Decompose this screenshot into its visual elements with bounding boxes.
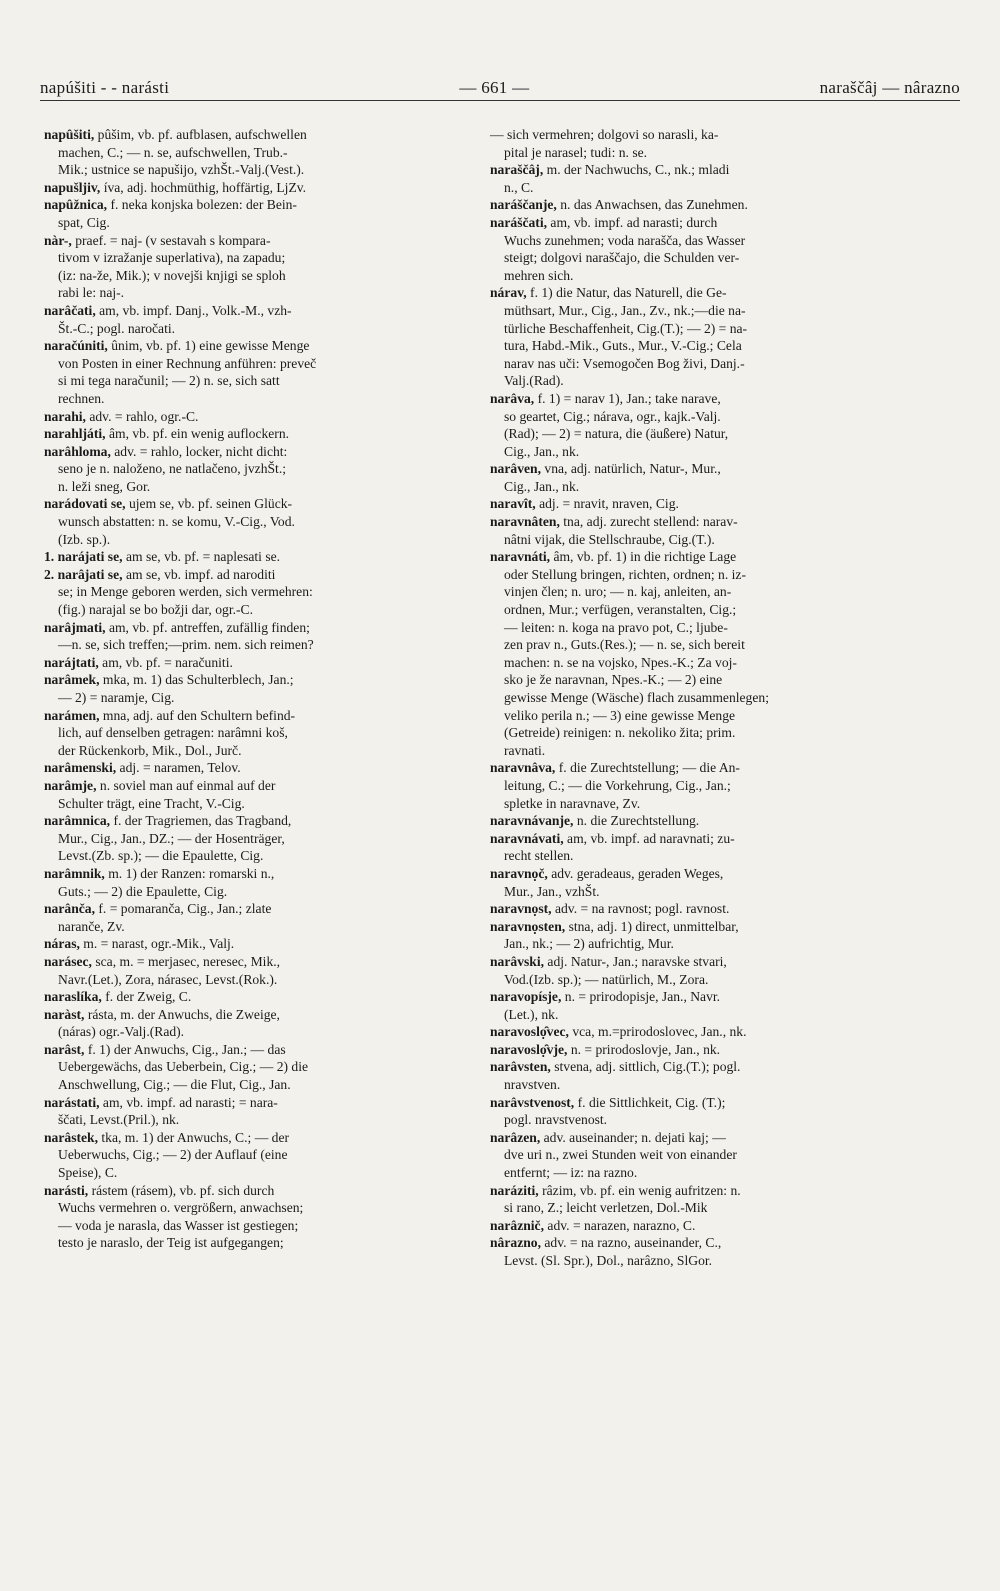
entry-headword: naravnávati, <box>490 830 564 846</box>
dictionary-entry <box>490 1234 925 1269</box>
dictionary-entry <box>44 671 479 706</box>
entry-headword: narahljáti, <box>44 426 106 442</box>
dictionary-entry <box>44 988 479 1006</box>
dictionary-entry <box>44 1094 479 1129</box>
entry-text: am, vb. impf. ad naravnati; zu- <box>567 830 735 846</box>
entry-continuation-line: Mur., Cig., Jan., DZ.; — der Hosenträger, <box>58 830 285 846</box>
dictionary-entry <box>490 1182 925 1217</box>
entry-text: sca, m. = merjasec, neresec, Mik., <box>95 953 281 969</box>
dictionary-entry <box>490 390 925 460</box>
entry-text: stvena, adj. sittlich, Cig.(T.); pogl. <box>554 1059 741 1075</box>
dictionary-entry <box>490 126 925 161</box>
dictionary-entry <box>44 495 479 548</box>
entry-text: mka, m. 1) das Schulterblech, Jan.; <box>102 672 294 688</box>
entry-headword: napûšiti, <box>44 127 95 142</box>
dictionary-entry <box>44 232 479 302</box>
entry-headword: naravopísje, <box>490 989 562 1005</box>
entry-continuation-line: rechnen. <box>58 390 105 406</box>
entry-continuation-line: — leiten: n. koga na pravo pot, C.; ljube- <box>504 619 728 635</box>
dictionary-entry <box>490 1041 925 1059</box>
entry-continuation-line: naranče, Zv. <box>58 918 125 934</box>
entry-text: adv. = na ravnost; pogl. ravnost. <box>554 901 730 917</box>
dictionary-entry <box>44 759 479 777</box>
dictionary-entry <box>490 1217 925 1235</box>
entry-headword: naravnáti, <box>490 549 551 565</box>
entry-headword: naravnávanje, <box>490 813 574 829</box>
entry-text: râzim, vb. pf. ein wenig aufritzen: n. <box>542 1182 741 1198</box>
entry-headword: narámen, <box>44 707 100 723</box>
entry-continuation-line: seno je n. naloženo, ne natlačeno, jvzhŠt.; <box>58 461 287 477</box>
entry-headword: nàr-, <box>44 232 72 248</box>
entry-text: n. die Zurechtstellung. <box>576 813 700 829</box>
dictionary-entry <box>490 513 925 548</box>
entry-continuation-line: vinjen člen; n. uro; — n. kaj, anleiten, an- <box>504 584 732 600</box>
entry-continuation-line: Schulter trägt, eine Tracht, V.-Cig. <box>58 795 245 811</box>
entry-continuation-line: Levst.(Zb. sp.); — die Epaulette, Cig. <box>58 848 264 864</box>
entry-headword: narâčati, <box>44 302 96 318</box>
entry-headword: naravnọč, <box>490 865 548 881</box>
entry-text: ujem se, vb. pf. seinen Glück- <box>128 496 293 512</box>
entry-continuation-line: n., C. <box>504 179 534 195</box>
dictionary-entry <box>44 443 479 496</box>
page-number: — 661 — <box>459 78 530 97</box>
entry-continuation-line: recht stellen. <box>504 848 574 864</box>
entry-headword: naravoslọ̑vec, <box>490 1024 569 1040</box>
entry-continuation-line: dve uri n., zwei Stunden weit von einander <box>504 1147 737 1163</box>
entry-text: am, vb. impf. ad narasti; = nara- <box>102 1094 278 1110</box>
entry-headword: narájtati, <box>44 654 99 670</box>
entry-text: n. soviel man auf einmal auf der <box>99 777 276 793</box>
entry-continuation-line: Ueberwuchs, Cig.; — 2) der Auflauf (eine <box>58 1147 288 1163</box>
entry-continuation-line: Wuchs vermehren o. vergrößern, anwachsen; <box>58 1200 304 1216</box>
entry-headword: narâven, <box>490 461 541 477</box>
entry-continuation-line: (Getreide) reinigen: n. nekoliko žita; prim. <box>504 725 736 741</box>
entry-continuation-line: Cig., Jan., nk. <box>504 478 580 494</box>
entry-continuation-line: zen prav n., Guts.(Res.); — n. se, sich bereit <box>504 637 745 653</box>
entry-continuation-line: tura, Habd.-Mik., Guts., Mur., V.-Cig.; Cela <box>504 338 742 354</box>
header-rule <box>40 100 960 101</box>
entry-continuation-line: —n. se, sich treffen;—prim. nem. sich reimen? <box>58 637 314 653</box>
dictionary-entry <box>490 196 925 214</box>
entry-continuation-line: Levst. (Sl. Spr.), Dol., narâzno, SlGor. <box>504 1253 713 1268</box>
entry-continuation-line: von Posten in einer Rechnung anführen: preveč <box>58 355 317 371</box>
entry-continuation-line: pogl. nravstvenost. <box>504 1112 608 1128</box>
entry-headword: 1. narájati se, <box>44 549 123 565</box>
header-right-guide: naraščâj — nârazno <box>819 78 960 97</box>
entry-continuation-line: (iz: na-že, Mik.); v novejši knjigi se sploh <box>58 267 286 283</box>
entry-continuation-line: spat, Cig. <box>58 214 110 230</box>
entry-text: adv. = rahlo, ogr.-C. <box>89 408 199 424</box>
entry-headword: narásti, <box>44 1182 89 1198</box>
entry-text: n. das Anwachsen, das Zunehmen. <box>560 197 748 213</box>
dictionary-entry <box>44 337 479 407</box>
dictionary-entry <box>490 460 925 495</box>
entry-continuation-line: tivom v izražanje superlativa), na zapadu; <box>58 250 286 266</box>
entry-headword: naravnọsten, <box>490 918 566 934</box>
entry-continuation-line: se; in Menge geboren werden, sich vermehren: <box>58 584 313 600</box>
entry-text: f. 1) die Natur, das Naturell, die Ge- <box>530 285 727 301</box>
entry-continuation-line: si rano, Z.; leicht verletzen, Dol.-Mik <box>504 1200 708 1216</box>
entry-continuation-line: müthsart, Mur., Cig., Jan., Zv., nk.;—die na- <box>504 302 746 318</box>
entry-continuation-line: Anschwellung, Cig.; — die Flut, Cig., Jan. <box>58 1077 291 1093</box>
entry-continuation-line: Valj.(Rad). <box>504 373 564 389</box>
entry-text: am, vb. impf. Danj., Volk.-M., vzh- <box>99 302 292 318</box>
entry-continuation-line: machen: n. se na vojsko, Npes.-K.; Za voj- <box>504 654 737 670</box>
entry-text: n. = prirodoslovje, Jan., nk. <box>570 1041 721 1057</box>
entry-text: pûšim, vb. pf. aufblasen, aufschwellen <box>97 127 307 142</box>
entry-headword: narâhloma, <box>44 443 111 459</box>
entry-continuation-line: si mi tega naračunil; — 2) n. se, sich satt <box>58 373 280 389</box>
dictionary-entry <box>44 619 479 654</box>
entry-continuation-line: entfernt; — iz: na razno. <box>504 1165 638 1181</box>
entry-continuation-line: narav nas uči: Vsemogočen Bog živi, Danj.- <box>504 355 745 371</box>
entry-text: praef. = naj- (v sestavah s kompara- <box>75 232 271 248</box>
entry-text: m. 1) der Ranzen: romarski n., <box>108 865 275 881</box>
entry-headword: naraslíka, <box>44 989 102 1005</box>
dictionary-entry <box>490 865 925 900</box>
entry-text: am, vb. pf. = naračuniti. <box>102 654 233 670</box>
entry-headword: narâmek, <box>44 672 100 688</box>
entry-continuation-line: Guts.; — 2) die Epaulette, Cig. <box>58 883 228 899</box>
entry-text: am, vb. pf. antreffen, zufällig finden; <box>108 619 310 635</box>
dictionary-entry <box>44 812 479 865</box>
entry-text: mna, adj. auf den Schultern befind- <box>102 707 296 723</box>
entry-headword: narádovati se, <box>44 496 126 512</box>
entry-text: f. 1) = narav 1), Jan.; take narave, <box>537 390 721 406</box>
entry-continuation-line: pital je narasel; tudi: n. se. <box>504 144 648 160</box>
entry-text: am, vb. impf. ad narasti; durch <box>550 214 718 230</box>
dictionary-entry <box>44 654 479 672</box>
entry-headword: narâvski, <box>490 953 545 969</box>
entry-continuation-line: oder Stellung bringen, richten, ordnen; n. iz- <box>504 566 746 582</box>
dictionary-entry <box>490 495 925 513</box>
dictionary-entry <box>44 935 479 953</box>
entry-headword: naràst, <box>44 1006 85 1022</box>
entry-text: tna, adj. zurecht stellend: narav- <box>563 514 738 530</box>
dictionary-entry <box>490 1129 925 1182</box>
entry-headword: naravnâva, <box>490 760 556 776</box>
entry-continuation-line: Uebergewächs, das Ueberbein, Cig.; — 2) die <box>58 1059 309 1075</box>
entry-continuation-line: steigt; dolgovi naraščajo, die Schulden ver- <box>504 250 740 266</box>
entry-text: m. = narast, ogr.-Mik., Valj. <box>83 936 235 952</box>
entry-continuation-line: Cig., Jan., nk. <box>504 443 580 459</box>
entry-continuation-line: — 2) = naramje, Cig. <box>58 690 175 705</box>
dictionary-entry <box>490 900 925 918</box>
entry-continuation-line: Št.-C.; pogl. naročati. <box>58 320 176 336</box>
entry-text: m. der Nachwuchs, C., nk.; mladi <box>546 162 730 178</box>
right-column <box>490 126 925 1270</box>
entry-continuation-line: sko je že naravnan, Npes.-K.; — 2) eine <box>504 672 723 688</box>
entry-text: adv. geradeaus, geraden Weges, <box>551 865 724 881</box>
entry-text: adj. = nravit, nraven, Cig. <box>539 496 679 512</box>
dictionary-entry <box>44 1129 479 1182</box>
entry-continuation-line: testo je naraslo, der Teig ist aufgegangen; <box>58 1235 284 1251</box>
entry-headword: narâmenski, <box>44 760 117 776</box>
entry-text: adv. = rahlo, locker, nicht dicht: <box>114 443 288 459</box>
entry-text: adv. auseinander; n. dejati kaj; — <box>543 1129 726 1145</box>
entry-headword: naravnọst, <box>490 901 552 917</box>
entry-text: f. die Zurechtstellung; — die An- <box>558 760 740 776</box>
entry-text: — sich vermehren; dolgovi so narasli, ka- <box>490 127 719 142</box>
dictionary-entry <box>44 302 479 337</box>
dictionary-entry <box>44 425 479 443</box>
entry-headword: narâmje, <box>44 777 97 793</box>
dictionary-entry <box>490 1058 925 1093</box>
entry-headword: napûžnica, <box>44 197 108 213</box>
entry-text: f. = pomaranča, Cig., Jan.; zlate <box>98 901 272 917</box>
dictionary-entry <box>44 900 479 935</box>
entry-continuation-line: nravstven. <box>504 1077 561 1093</box>
entry-headword: naravoslọ̑vje, <box>490 1041 568 1057</box>
entry-headword: narâvsten, <box>490 1059 551 1075</box>
entry-continuation-line: (Let.), nk. <box>504 1006 559 1022</box>
entry-headword: narástati, <box>44 1094 100 1110</box>
dictionary-entry <box>490 284 925 390</box>
entry-headword: naravît, <box>490 496 536 512</box>
entry-continuation-line: wunsch abstatten: n. se komu, V.-Cig., Vod. <box>58 514 295 530</box>
entry-headword: narâmnica, <box>44 813 111 829</box>
entry-continuation-line: machen, C.; — n. se, aufschwellen, Trub.- <box>58 144 288 160</box>
dictionary-entry <box>44 408 479 426</box>
entry-text: vca, m.=prirodoslovec, Jan., nk. <box>572 1024 747 1040</box>
entry-text: rástem (rásem), vb. pf. sich durch <box>91 1182 275 1198</box>
running-header <box>40 68 960 98</box>
entry-headword: naráščati, <box>490 214 548 230</box>
entry-text: am se, vb. pf. = naplesati se. <box>125 549 281 565</box>
entry-continuation-line: Mik.; ustnice se napušijo, vzhŠt.-Valj.(Vest.). <box>58 162 305 178</box>
dictionary-entry <box>44 953 479 988</box>
entry-text: âm, vb. pf. 1) in die richtige Lage <box>553 549 737 565</box>
entry-headword: naraščâj, <box>490 162 544 178</box>
entry-text: tka, m. 1) der Anwuchs, C.; — der <box>101 1129 290 1145</box>
dictionary-entry <box>490 759 925 812</box>
dictionary-entry <box>44 1041 479 1094</box>
entry-text: adv. = na razno, auseinander, C., <box>544 1235 722 1251</box>
entry-text: n. = prirodopisje, Jan., Navr. <box>564 989 721 1005</box>
entry-text: f. der Zweig, C. <box>105 989 192 1005</box>
entry-text: íva, adj. hochmüthig, hoffärtig, LjZv. <box>103 179 307 195</box>
entry-headword: narânča, <box>44 901 95 917</box>
entry-continuation-line: Mur., Jan., vzhŠt. <box>504 883 600 899</box>
dictionary-entry <box>490 1023 925 1041</box>
entry-text: adj. Natur-, Jan.; naravske stvari, <box>547 953 727 969</box>
entry-continuation-line: der Rückenkorb, Mik., Dol., Jurč. <box>58 742 242 758</box>
dictionary-entry <box>44 179 479 197</box>
dictionary-entry <box>490 988 925 1023</box>
entry-text: f. neka konjska bolezen: der Bein- <box>110 197 297 213</box>
entry-text: adj. = naramen, Telov. <box>119 760 241 776</box>
entry-continuation-line: ordnen, Mur.; verfügen, veranstalten, Cig.; <box>504 602 737 618</box>
entry-continuation-line: Wuchs zunehmen; voda narašča, das Wasser <box>504 232 746 248</box>
entry-headword: narâznič, <box>490 1217 544 1233</box>
dictionary-entry <box>490 812 925 830</box>
dictionary-entry <box>490 214 925 284</box>
dictionary-entry <box>490 953 925 988</box>
entry-headword: naráziti, <box>490 1182 539 1198</box>
entry-headword: nârazno, <box>490 1235 541 1251</box>
entry-continuation-line: (náras) ogr.-Valj.(Rad). <box>58 1024 185 1040</box>
entry-continuation-line: Jan., nk.; — 2) aufrichtig, Mur. <box>504 936 674 952</box>
dictionary-entry <box>44 566 479 619</box>
dictionary-entry <box>44 196 479 231</box>
entry-headword: narâva, <box>490 390 535 406</box>
dictionary-entry <box>44 777 479 812</box>
entry-headword: naráščanje, <box>490 197 557 213</box>
dictionary-entry <box>44 865 479 900</box>
dictionary-entry <box>44 1006 479 1041</box>
dictionary-entry <box>44 707 479 760</box>
entry-text: adv. = narazen, narazno, C. <box>547 1217 696 1233</box>
entry-text: am se, vb. impf. ad naroditi <box>125 566 276 582</box>
entry-continuation-line: — voda je narasla, das Wasser ist gestiegen; <box>58 1217 299 1233</box>
entry-headword: 2. narâjati se, <box>44 566 123 582</box>
dictionary-entry <box>44 548 479 566</box>
entry-continuation-line: rabi le: naj-. <box>58 285 125 301</box>
entry-headword: náras, <box>44 936 80 952</box>
entry-text: ûnim, vb. pf. 1) eine gewisse Menge <box>111 338 310 354</box>
entry-headword: nárav, <box>490 285 527 301</box>
dictionary-entry <box>490 830 925 865</box>
entry-continuation-line: Speise), C. <box>58 1165 118 1181</box>
entry-continuation-line: spletke in naravnave, Zv. <box>504 795 641 811</box>
entry-headword: napušljiv, <box>44 179 101 195</box>
entry-continuation-line: (Izb. sp.). <box>58 531 111 547</box>
dictionary-entry <box>490 918 925 953</box>
entry-text: rásta, m. der Anwuchs, die Zweige, <box>87 1006 280 1022</box>
entry-continuation-line: ščati, Levst.(Pril.), nk. <box>58 1112 180 1128</box>
entry-text: f. 1) der Anwuchs, Cig., Jan.; — das <box>87 1041 286 1057</box>
dictionary-entry <box>490 1094 925 1129</box>
entry-continuation-line: (fig.) narajal se bo božji dar, ogr.-C. <box>58 602 253 618</box>
entry-headword: narahi, <box>44 408 86 424</box>
dictionary-entry <box>44 1182 479 1252</box>
entry-continuation-line: Navr.(Let.), Zora, nárasec, Levst.(Rok.). <box>58 971 278 987</box>
entry-continuation-line: ravnati. <box>504 742 546 758</box>
entry-text: stna, adj. 1) direct, unmittelbar, <box>568 918 739 934</box>
entry-headword: narâst, <box>44 1041 85 1057</box>
entry-continuation-line: so geartet, Cig.; nárava, ogr., kajk.-Valj. <box>504 408 721 424</box>
entry-continuation-line: n. leži sneg, Gor. <box>58 478 151 494</box>
dictionary-entry <box>490 161 925 196</box>
entry-headword: narásec, <box>44 953 92 969</box>
entry-headword: naravnâten, <box>490 514 560 530</box>
entry-headword: naračúniti, <box>44 338 108 354</box>
header-left-guide: napúšiti - - narásti <box>40 78 170 97</box>
entry-continuation-line: leitung, C.; — die Vorkehrung, Cig., Jan.; <box>504 777 731 793</box>
entry-text: f. die Sittlichkeit, Cig. (T.); <box>577 1094 726 1110</box>
entry-continuation-line: Vod.(Izb. sp.); — natürlich, M., Zora. <box>504 971 709 987</box>
left-column <box>44 126 479 1252</box>
entry-continuation-line: mehren sich. <box>504 267 574 283</box>
entry-headword: narâmnik, <box>44 865 105 881</box>
dictionary-entry <box>44 126 479 179</box>
entry-headword: narâstek, <box>44 1129 98 1145</box>
entry-text: âm, vb. pf. ein wenig auflockern. <box>108 426 290 442</box>
entry-continuation-line: veliko perila n.; — 3) eine gewisse Menge <box>504 707 736 723</box>
entry-continuation-line: (Rad); — 2) = natura, die (äußere) Natur, <box>504 426 729 442</box>
entry-text: f. der Tragriemen, das Tragband, <box>113 813 292 829</box>
entry-headword: narâvstvenost, <box>490 1094 575 1110</box>
entry-continuation-line: gewisse Menge (Wäsche) flach zusammenlegen; <box>504 690 769 705</box>
dictionary-entry <box>490 548 925 759</box>
entry-continuation-line: nâtni vijak, die Stellschraube, Cig.(T.). <box>504 531 715 547</box>
entry-headword: narâjmati, <box>44 619 106 635</box>
entry-continuation-line: türliche Beschaffenheit, Cig.(T.); — 2) = na- <box>504 320 748 336</box>
entry-text: vna, adj. natürlich, Natur-, Mur., <box>544 461 721 477</box>
entry-headword: narâzen, <box>490 1129 541 1145</box>
entry-continuation-line: lich, auf denselben getragen: narâmni koš, <box>58 725 288 741</box>
